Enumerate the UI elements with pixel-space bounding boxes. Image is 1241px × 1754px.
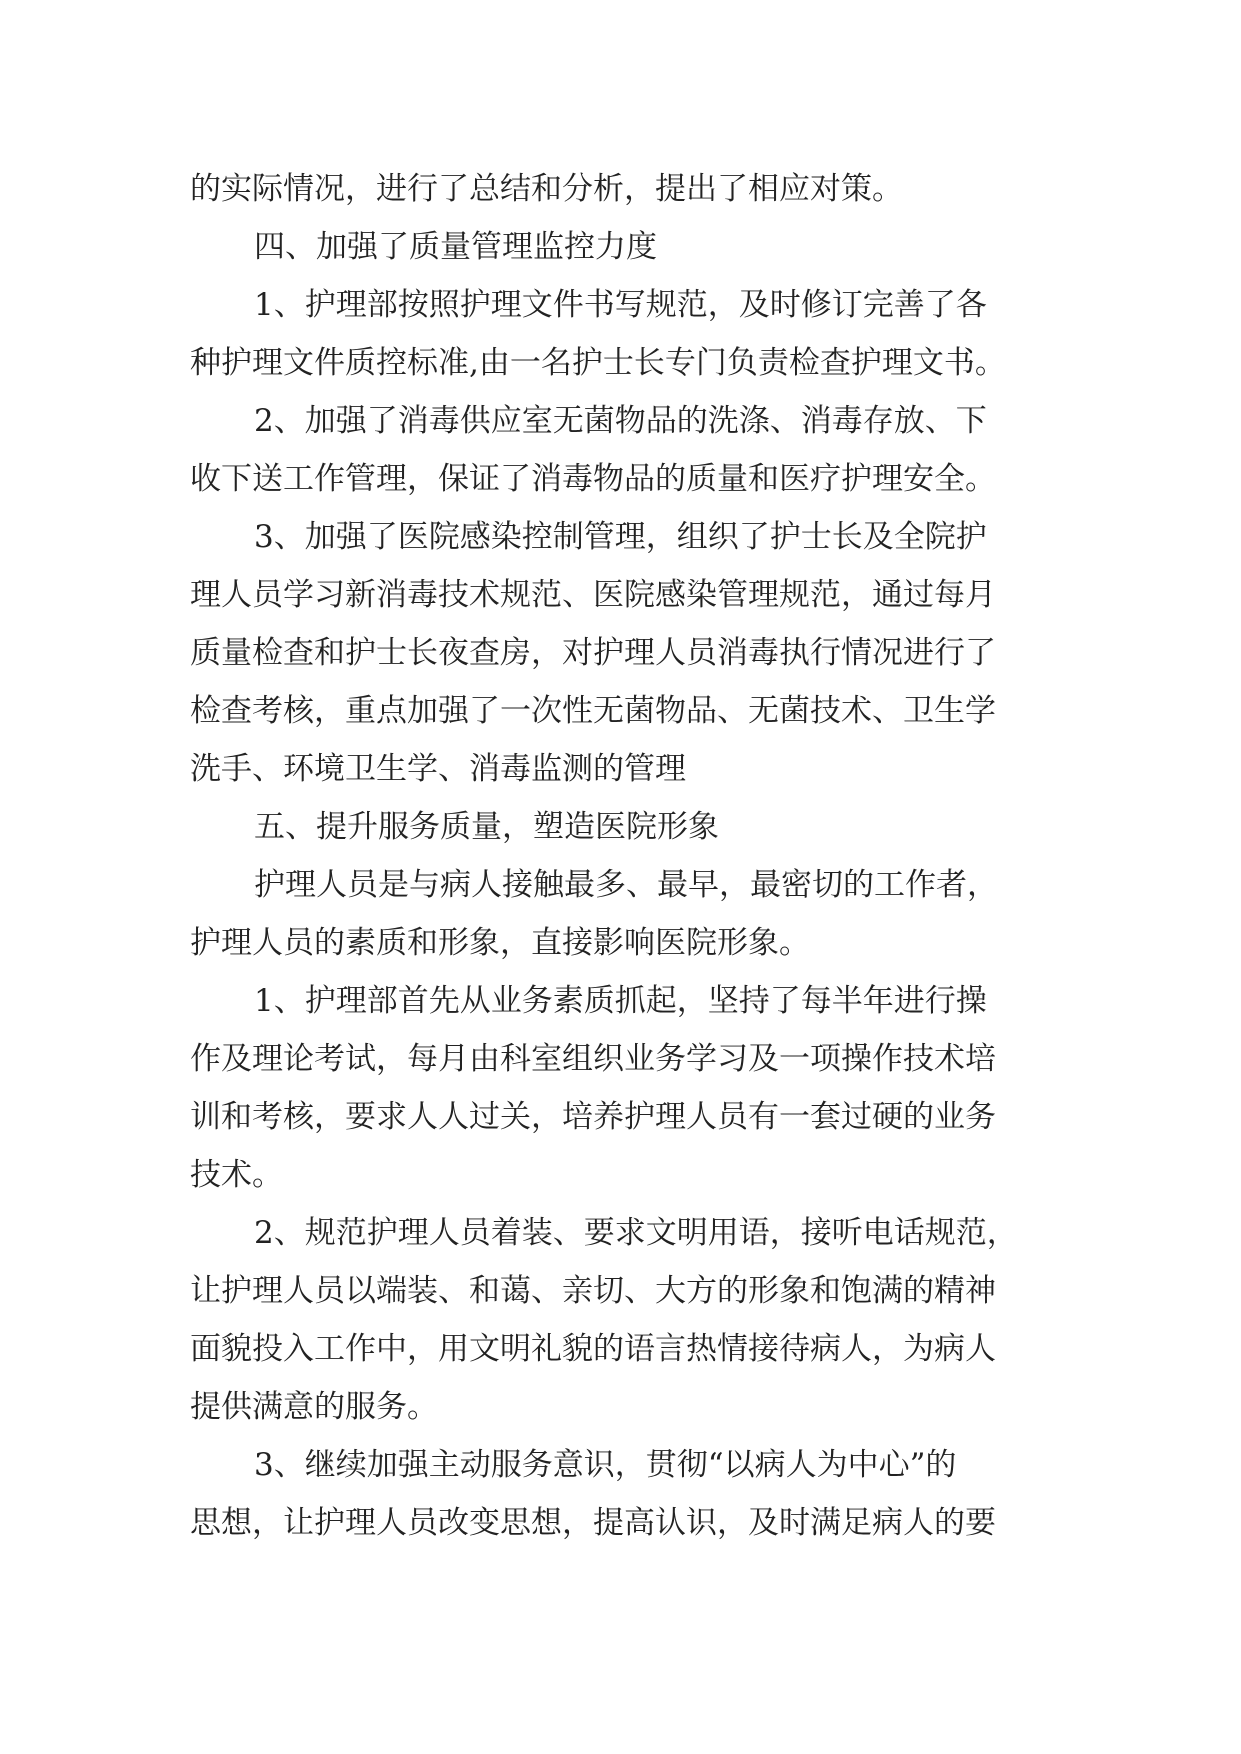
text-line: 让护理人员以端装、和蔼、亲切、大方的形象和饱满的精神 <box>190 1273 996 1309</box>
text-line: 护理人员的素质和形象，直接影响医院形象。 <box>190 925 810 961</box>
text-line: 理人员学习新消毒技术规范、医院感染管理规范，通过每月 <box>190 577 996 613</box>
text-line: 3、加强了医院感染控制管理，组织了护士长及全院护 <box>254 519 987 555</box>
text-line: 1、护理部按照护理文件书写规范，及时修订完善了各 <box>254 287 987 323</box>
text-line: 训和考核，要求人人过关，培养护理人员有一套过硬的业务 <box>190 1099 996 1135</box>
text-line: 思想，让护理人员改变思想，提高认识，及时满足病人的要 <box>190 1505 996 1541</box>
text-line: 2、加强了消毒供应室无菌物品的洗涤、消毒存放、下 <box>254 403 987 439</box>
text-line: 检查考核，重点加强了一次性无菌物品、无菌技术、卫生学 <box>190 693 996 729</box>
section-heading: 四、加强了质量管理监控力度 <box>254 229 657 265</box>
text-line: 作及理论考试，每月由科室组织业务学习及一项操作技术培 <box>190 1041 996 1077</box>
text-line: 面貌投入工作中，用文明礼貌的语言热情接待病人，为病人 <box>190 1331 996 1367</box>
text-line: 提供满意的服务。 <box>190 1389 438 1425</box>
body-text <box>190 160 1060 1552</box>
section-heading: 五、提升服务质量，塑造医院形象 <box>254 809 719 845</box>
text-line: 护理人员是与病人接触最多、最早，最密切的工作者， <box>254 867 998 903</box>
text-line: 3、继续加强主动服务意识，贯彻“以病人为中心”的 <box>254 1447 957 1483</box>
text-line: 2、规范护理人员着装、要求文明用语，接听电话规范， <box>254 1215 1018 1251</box>
text-line: 收下送工作管理，保证了消毒物品的质量和医疗护理安全。 <box>190 461 996 497</box>
text-line: 质量检查和护士长夜查房，对护理人员消毒执行情况进行了 <box>190 635 996 671</box>
text-line: 的实际情况，进行了总结和分析，提出了相应对策。 <box>190 171 903 207</box>
text-line: 种护理文件质控标准,由一名护士长专门负责检查护理文书。 <box>190 345 1006 381</box>
text-line: 1、护理部首先从业务素质抓起，坚持了每半年进行操 <box>254 983 987 1019</box>
text-line: 洗手、环境卫生学、消毒监测的管理 <box>190 751 686 787</box>
text-line: 技术。 <box>190 1157 283 1193</box>
